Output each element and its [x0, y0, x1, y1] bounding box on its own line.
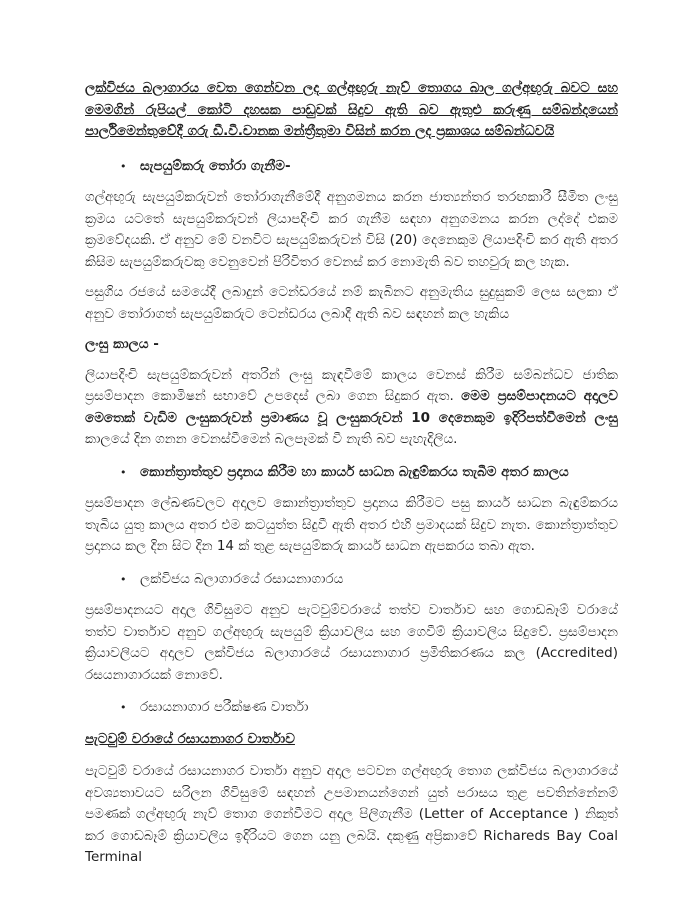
- document-title: ලක්විජය බලාගාරය වෙත ගෙන්වන ලද ගල්අඟුරු නැව් තොගය බාල ගල්අඟුරු බවට සහ මෙමගින් රුපියල් කෝටි දහසක පාඩුවක් සිදුව ඇති බව ඇතුළු කරුණු සම්බන්දයෙන් පාර්ලිමෙන්තුවේදී ගරු ඩී.වී.චානක මන්ත්‍රීතුමා විසින් කරන ලද ප්‍රකාශය සම්බන්ධවයි: [85, 80, 618, 139]
- bullet-item-contract-award: [85, 462, 618, 484]
- bullet-icon: •: [120, 465, 127, 479]
- paragraph-previous-tender: පසුගිය රජයේ සමයේදී ලබාදුන් ටෙන්ඩරයේ නම් කැබිනට අනුමැතිය සුදුසුකම් ලෙස සලකා ඒ අනුව තෝරාගත් සැපයුම්කරුට ටෙන්ඩරය ලබාදී ඇති බව සඳහන් කල හැකිය: [85, 284, 618, 322]
- bullet-label-lab-reports: රසායනාගාර පරීක්ෂණ වාර්තා: [140, 699, 309, 715]
- paragraph-bid-period-bold: මෙම ප්‍රසම්පාදනයට අදාලව මෙතෙක් වැඩිම ලංසුකරුවන් ප්‍රමාණය වූ ලංසුකරුවන් 10 දෙනෙකුම ඉදිරිපත්වීමෙන් ලංසු: [85, 388, 619, 426]
- paragraph-contract-award: ප්‍රසම්පාදන ලේඛණවලට අදාලව කොන්ත්‍රාත්තුව ප්‍රදානය කිරීමට පසු කාර්ය සාධන බැඳුම්කරය තැබිය යුතු කාලය අතර එම කටයුත්ත සිදුවී ඇති අතර එහි ප්‍රමාදයක් සිදුව නැත. කොන්ත්‍රාත්තුව ප්‍රදානය කල දින සිට දින 14 ක් තුළ සැපයුම්කරු කාර්ය සාධන ඇපකරය තබා ඇත.: [85, 495, 618, 554]
- paragraph-bid-period-regular-start: ලියාපදිංචි සැපයුම්කරුවන් අතරින් ලංසු කැඳවීමේ කාලය වෙනස් කිරීම සම්බන්ධව ජාතික ප්‍රසම්පාදන කොමිෂන් සභාවේ උපදෙස් ලබා ගෙන සිදුකර ඇත.: [85, 366, 618, 404]
- paragraph-bid-period-regular-end: කාලයේ දින ගනන වෙනස්වීමෙන් බලපෑමක් වී නැති බව පැහැදිලිය.: [85, 431, 458, 447]
- paragraph-supplier-selection: ගල්අඟුරු සැපයුම්කරුවන් තෝරාගැනීමේදී අනුගමනය කරන ජාත්‍යන්තර තරඟකාරී සීමිත ලංසු ක්‍රමය යටතේ සැපයුම්කරුවන් ලියාපදිංචි කර ගැනීම සඳහා අනුගමනය කරන ලද්දේ එකම ක්‍රමවේදයකි. ඒ අනුව මේ වනවිට සැපයුම්කරුවන් විසි (20) දෙනෙකුම ලියාපදිංචි කර ඇති අතර කිසිම සැපයුම්කරුවකු වෙනුවෙන් පිරිවිතර වෙනස් කර නොමැති බව තහවුරු කල හැක.: [85, 189, 618, 270]
- subheading-loading-port-report: පැටවුම් වරායේ රසායනාගර වාර්තාව: [85, 730, 295, 747]
- paragraph-plant-laboratory: ප්‍රසම්පාදනයට අදාල ගිවිසුමට අනුව පැටවුම්වරායේ තත්ව වාර්තාව සහ ගොඩබෑම් වරායේ තත්ව වාර්තාව අනුව ගල්අඟුරු සැපයුම් ක්‍රියාවලිය සහ ගෙවීම් ක්‍රියාවලිය සිදුවේ. ප්‍රසම්පාදන ක්‍රියාවලියට අදාලව ලක්විජය බලාගාරයේ රසායනාගාර ප්‍රමිතිකරණය කල (Accredited) රසයනාගාරයක් නොවේ.: [85, 602, 618, 683]
- bullet-item-lab-reports: [85, 697, 618, 719]
- paragraph-bid-period: [85, 365, 618, 451]
- bullet-icon: •: [120, 159, 127, 173]
- subheading-bid-period: ලංසු කාලය -: [85, 336, 159, 352]
- paragraph-loading-port-report: පැටවුම් වරායේ රසායනාගර වාර්තා අනුව අදාල පටවන ගල්අඟුරු තොග ලක්විජය බලාගාරයේ අවශ්‍යතාවයට සරිලන ගිවිසුමේ සඳහන් උපමානයන්ගෙන් යුත් පරාසය තුළ පවතින්නේනම් පමණක් ගල්අඟුරු නැව් තොග ගෙන්වීමට අදාල පිලිගැනීම (Letter of Acceptance ) නිකුත් කර ගොඩබෑම් ක්‍රියාවලිය ඉදිරියට ගෙන යනු ලබයි. දකුණු අප්‍රිකාවේ Richareds Bay Coal Terminal: [85, 763, 618, 865]
- bullet-icon: •: [120, 572, 127, 586]
- bullet-label-contract-award: කොන්ත්‍රාත්තුව ප්‍රදානය කිරීම හා කාර්ය සාධන බැඳුම්කරය තැබීම අතර කාලය: [140, 463, 569, 480]
- bullet-label-plant-laboratory: ලක්විජය බලාගාරයේ රසායනාගාරය: [140, 570, 344, 587]
- bullet-icon: •: [120, 701, 127, 714]
- bullet-item-plant-laboratory: [85, 569, 618, 591]
- bullet-label-supplier-selection: සැපයුම්කරු තෝරා ගැනීම-: [140, 157, 291, 174]
- bullet-item-supplier-selection: [85, 156, 618, 178]
